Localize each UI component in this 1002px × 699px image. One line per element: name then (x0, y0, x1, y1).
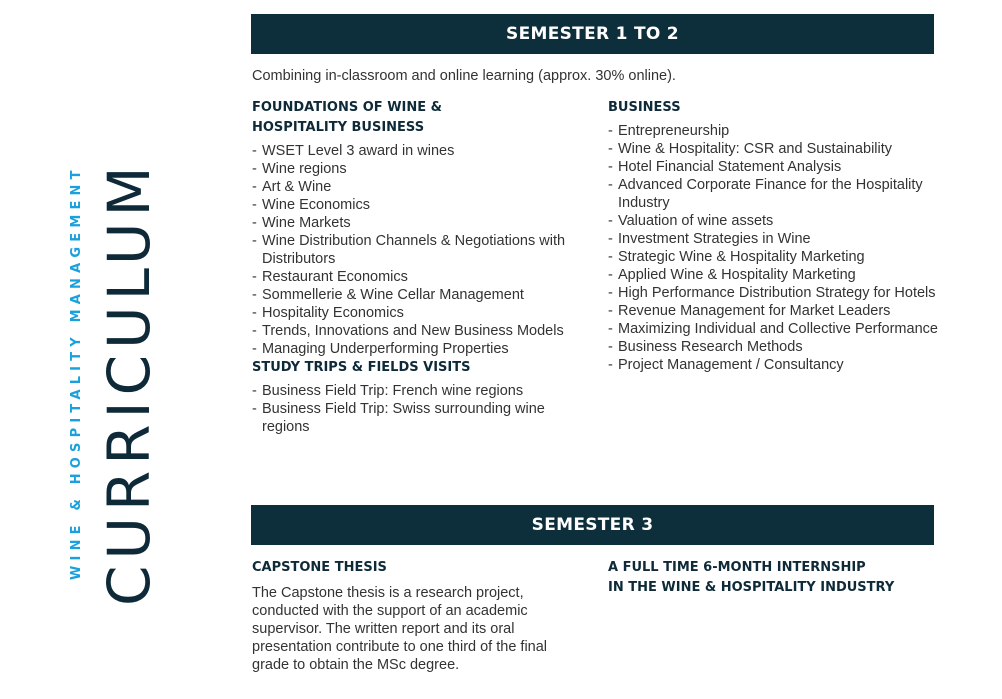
foundations-list (252, 142, 592, 358)
list-item: - Hotel Financial Statement Analysis (608, 158, 938, 176)
list-item: - Entrepreneurship (608, 122, 938, 140)
list-item: - Advanced Corporate Finance for the Hospitality Industry (608, 176, 938, 212)
list-item: - Maximizing Individual and Collective Performance (608, 320, 938, 338)
list-item: - Applied Wine & Hospitality Marketing (608, 266, 938, 284)
internship-heading (608, 558, 928, 598)
internship-section (608, 558, 928, 598)
business-column (608, 98, 938, 374)
list-item: - Strategic Wine & Hospitality Marketing (608, 248, 938, 266)
list-item: - Art & Wine (252, 178, 592, 196)
list-item: - Hospitality Economics (252, 304, 592, 322)
intro-text: Combining in-classroom and online learning (approx. 30% online). (252, 68, 676, 84)
capstone-heading: CAPSTONE THESIS (252, 560, 387, 575)
semester-3-banner: SEMESTER 3 (251, 505, 934, 545)
program-subtitle: WINE & HOSPITALITY MANAGEMENT (69, 165, 84, 580)
list-item: - Restaurant Economics (252, 268, 592, 286)
list-item: - Revenue Management for Market Leaders (608, 302, 938, 320)
capstone-section (252, 558, 587, 674)
business-heading: BUSINESS (608, 100, 681, 115)
business-list (608, 122, 938, 374)
internship-heading-line1: A FULL TIME 6-MONTH INTERNSHIP (608, 560, 866, 575)
internship-heading-line2: IN THE WINE & HOSPITALITY INDUSTRY (608, 580, 895, 595)
semester-1-2-banner: SEMESTER 1 TO 2 (251, 14, 934, 54)
list-item: - Business Field Trip: Swiss surrounding wine regions (252, 400, 592, 436)
curriculum-title: CURRICULUM (95, 160, 163, 606)
foundations-heading (252, 98, 592, 138)
list-item: - WSET Level 3 award in wines (252, 142, 592, 160)
list-item: - High Performance Distribution Strategy for Hotels (608, 284, 938, 302)
foundations-heading-line2: HOSPITALITY BUSINESS (252, 120, 425, 135)
list-item: - Business Research Methods (608, 338, 938, 356)
capstone-body: The Capstone thesis is a research project, conducted with the support of an academic supervisor. The written report and its oral presentation contribute to one third of the final grade to obtain the MSc degree. (252, 585, 548, 673)
list-item: - Wine Economics (252, 196, 592, 214)
list-item: - Investment Strategies in Wine (608, 230, 938, 248)
list-item: - Trends, Innovations and New Business Models (252, 322, 592, 340)
list-item: - Valuation of wine assets (608, 212, 938, 230)
study-trips-heading: STUDY TRIPS & FIELDS VISITS (252, 360, 471, 375)
foundations-column (252, 98, 592, 436)
list-item: - Business Field Trip: French wine regions (252, 382, 592, 400)
list-item: - Wine Distribution Channels & Negotiations with Distributors (252, 232, 592, 268)
list-item: - Sommellerie & Wine Cellar Management (252, 286, 592, 304)
list-item: - Wine & Hospitality: CSR and Sustainability (608, 140, 938, 158)
list-item: - Wine regions (252, 160, 592, 178)
list-item: - Project Management / Consultancy (608, 356, 938, 374)
list-item: - Managing Underperforming Properties (252, 340, 592, 358)
foundations-heading-line1: FOUNDATIONS OF WINE & (252, 100, 442, 115)
study-trips-list (252, 382, 592, 436)
list-item: - Wine Markets (252, 214, 592, 232)
